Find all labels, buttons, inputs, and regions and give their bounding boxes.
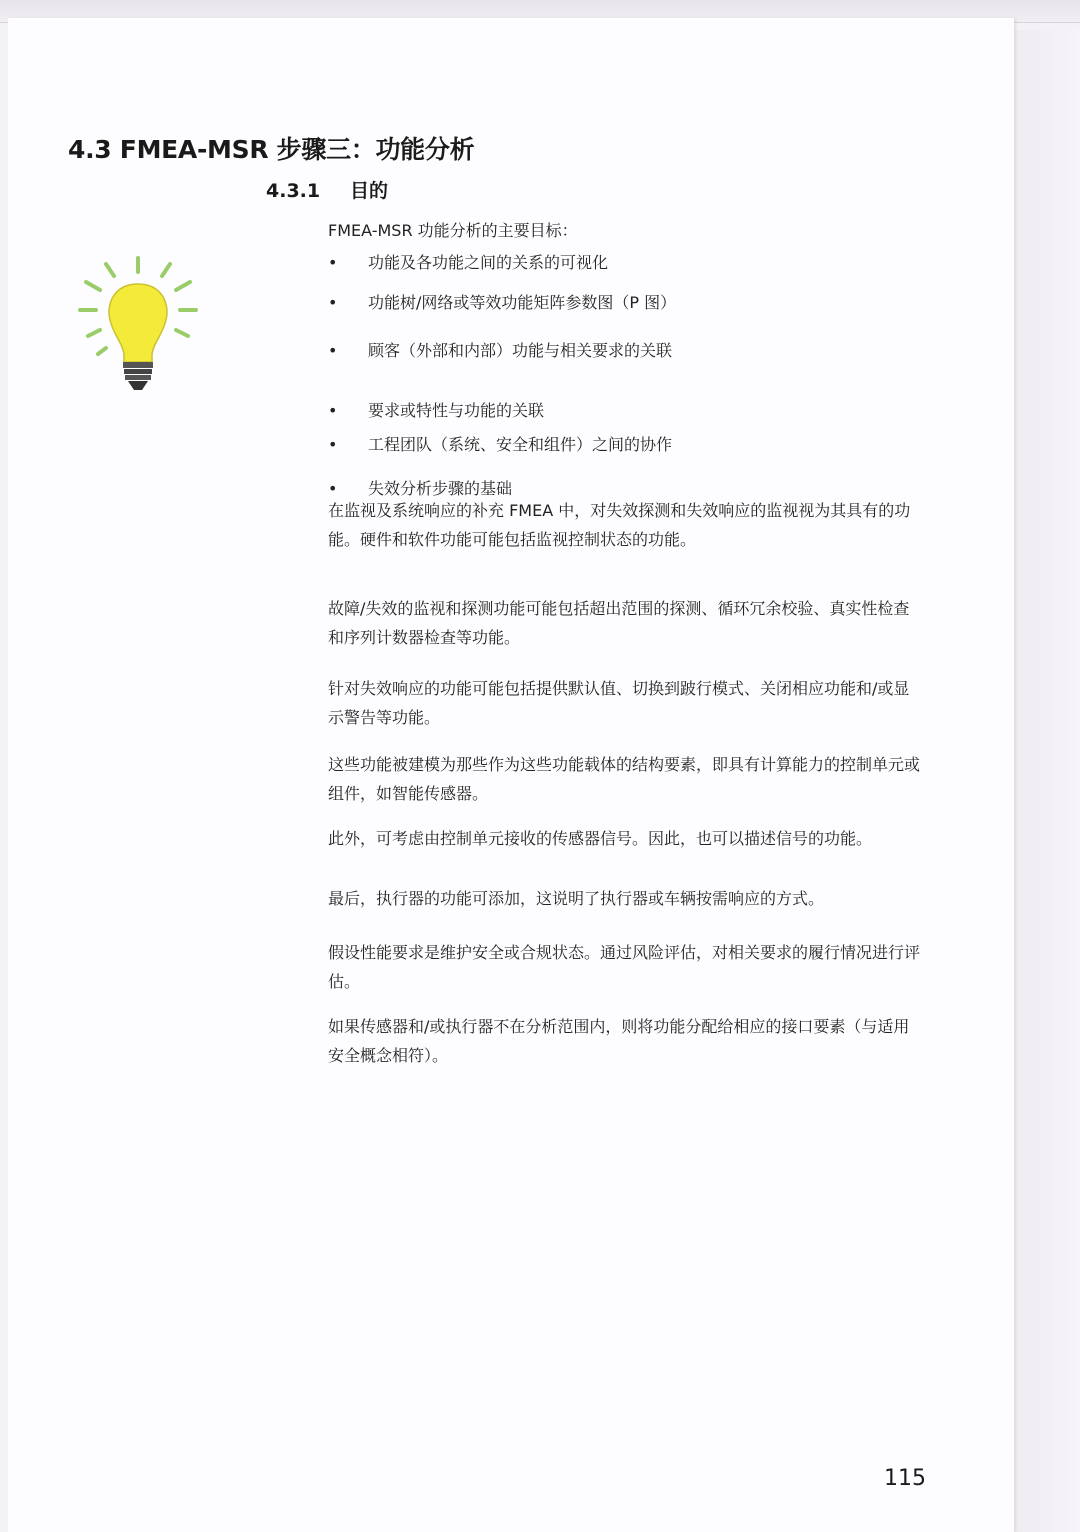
paragraph: 最后，执行器的功能可添加，这说明了执行器或车辆按需响应的方式。 xyxy=(328,889,825,908)
paragraph: 这些功能被建模为那些作为这些功能载体的结构要素，即具有计算能力的控制单元或组件，如智能传感器。 xyxy=(328,755,921,803)
paragraph: 此外，可考虑由控制单元接收的传感器信号。因此，也可以描述信号的功能。 xyxy=(328,829,873,848)
bullet-marker: • xyxy=(328,293,338,312)
list-item xyxy=(328,250,608,273)
intro-text: FMEA-MSR 功能分析的主要目标： xyxy=(328,221,578,240)
paragraph: 如果传感器和/或执行器不在分析范围内，则将功能分配给相应的接口要素（与适用安全概念相符）。 xyxy=(328,1017,910,1065)
document-page xyxy=(8,18,1014,1532)
paragraph: 在监视及系统响应的补充 FMEA 中，对失效探测和失效响应的监视视为其具有的功能。硬件和软件功能可能包括监视控制状态的功能。 xyxy=(328,501,911,549)
list-item-text: 功能树/网络或等效功能矩阵参数图（P 图） xyxy=(368,293,677,312)
subsection-title: 目的 xyxy=(350,180,389,202)
list-item xyxy=(328,398,544,421)
page-number: 115 xyxy=(884,1466,926,1491)
list-item xyxy=(328,290,676,313)
list-item-text: 工程团队（系统、安全和组件）之间的协作 xyxy=(368,435,673,454)
bullet-marker: • xyxy=(328,341,338,360)
paragraph: 故障/失效的监视和探测功能可能包括超出范围的探测、循环冗余校验、真实性检查和序列计数器检查等功能。 xyxy=(328,599,910,647)
bullet-marker: • xyxy=(328,479,338,498)
subsection-number: 4.3.1 xyxy=(266,180,321,202)
bullet-marker: • xyxy=(328,253,338,272)
bullet-marker: • xyxy=(328,435,338,454)
list-item xyxy=(328,338,672,361)
paragraph: 假设性能要求是维护安全或合规状态。通过风险评估，对相关要求的履行情况进行评估。 xyxy=(328,943,921,991)
bullet-marker: • xyxy=(328,401,338,420)
section-heading: 4.3 FMEA-MSR 步骤三：功能分析 xyxy=(68,135,475,164)
list-item xyxy=(328,432,672,455)
paragraph: 针对失效响应的功能可能包括提供默认值、切换到跛行模式、关闭相应功能和/或显示警告等功能。 xyxy=(328,679,910,727)
scan-edge-shade xyxy=(1012,30,1080,1532)
list-item-text: 功能及各功能之间的关系的可视化 xyxy=(368,253,609,272)
list-item-text: 要求或特性与功能的关联 xyxy=(368,401,545,420)
list-item-text: 顾客（外部和内部）功能与相关要求的关联 xyxy=(368,341,673,360)
lightbulb-icon xyxy=(76,250,202,402)
subsection-heading xyxy=(266,176,388,203)
list-item-text: 失效分析步骤的基础 xyxy=(368,479,513,498)
